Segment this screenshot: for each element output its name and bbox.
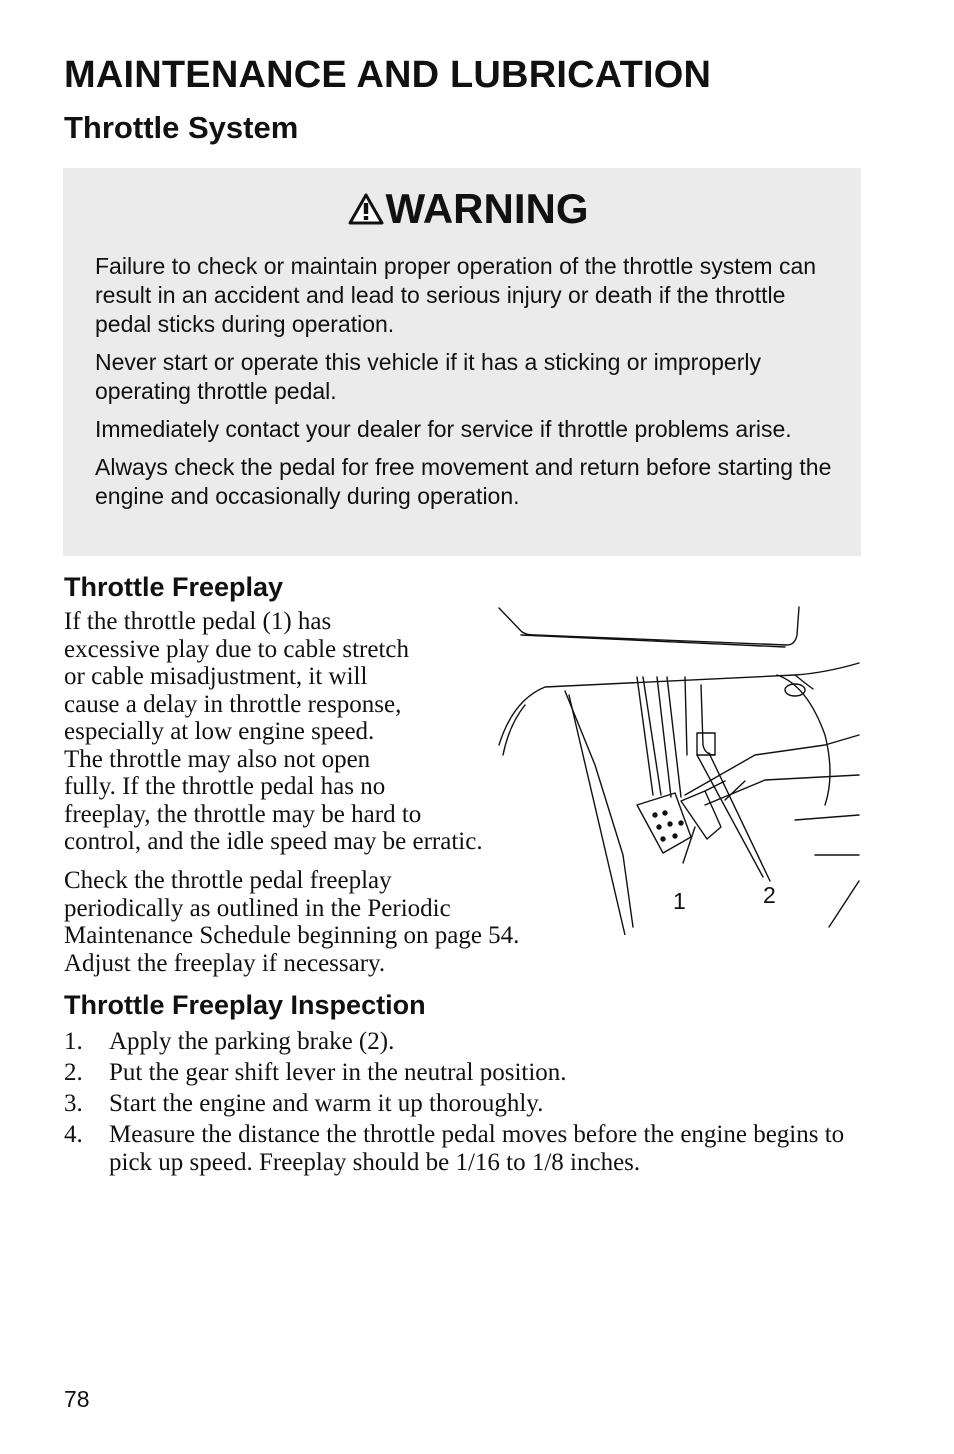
section-title: MAINTENANCE AND LUBRICATION [64, 54, 712, 96]
throttle-freeplay-inspection-heading: Throttle Freeplay Inspection [64, 990, 426, 1020]
text-line: Check the throttle pedal freeplay [64, 867, 392, 894]
warning-box [63, 168, 861, 556]
warning-paragraph: Failure to check or maintain proper operation of the throttle system can result in an accident and lead to serious injury or death if the throttle pedal sticks during operation. [95, 253, 817, 337]
step-number: 3. [64, 1090, 83, 1117]
text-line: periodically as outlined in the Periodic [64, 894, 451, 922]
callout-2: 2 [763, 882, 776, 908]
text-line: especially at low engine speed. [64, 718, 375, 745]
step-text: Put the gear shift lever in the neutral position. [109, 1059, 567, 1086]
list-item [64, 1059, 864, 1087]
text-line: freeplay, the throttle may be hard to [64, 800, 422, 828]
list-item [64, 1028, 864, 1056]
warning-paragraph: Immediately contact your dealer for service if throttle problems arise. [95, 416, 792, 442]
page-number: 78 [64, 1386, 90, 1412]
list-item [64, 1090, 864, 1118]
step-number: 2. [64, 1059, 83, 1086]
text-line: control, and the idle speed may be erratic. [64, 828, 483, 855]
step-text: Start the engine and warm it up thoroughly. [109, 1090, 544, 1117]
freeplay-paragraph-1 [64, 608, 483, 856]
warning-paragraph: Always check the pedal for free movement and return before starting the engine and occasionally during operation. [95, 454, 832, 509]
list-item [64, 1121, 864, 1177]
subsection-title: Throttle System [64, 110, 299, 145]
warning-heading [95, 185, 841, 232]
inspection-steps-list [64, 1028, 864, 1180]
text-line: If the throttle pedal (1) has [64, 608, 332, 635]
warning-title: WARNING [385, 185, 589, 232]
text-line: excessive play due to cable stretch [64, 635, 409, 663]
text-line: Adjust the freeplay if necessary. [64, 949, 386, 977]
callout-1: 1 [673, 888, 686, 914]
throttle-freeplay-heading: Throttle Freeplay [64, 572, 284, 602]
step-text: Measure the distance the throttle pedal moves before the engine begins to pick up speed. Freeplay should be 1/16 to 1/8 inches. [109, 1121, 845, 1176]
text-line: or cable misadjustment, it will [64, 663, 368, 690]
throttle-pedal-illustration [495, 605, 865, 935]
step-text: Apply the parking brake (2). [109, 1028, 395, 1055]
text-line: Maintenance Schedule beginning on page 54. [64, 922, 520, 949]
text-line: The throttle may also not open [64, 745, 371, 773]
step-number: 1. [64, 1028, 83, 1055]
text-line: cause a delay in throttle response, [64, 690, 402, 718]
freeplay-paragraph-2 [64, 867, 519, 977]
step-number: 4. [64, 1121, 83, 1148]
warning-triangle-icon [348, 193, 384, 225]
warning-paragraph: Never start or operate this vehicle if it has a sticking or improperly operating throttle pedal. [95, 349, 761, 404]
text-line: fully. If the throttle pedal has no [64, 773, 386, 800]
